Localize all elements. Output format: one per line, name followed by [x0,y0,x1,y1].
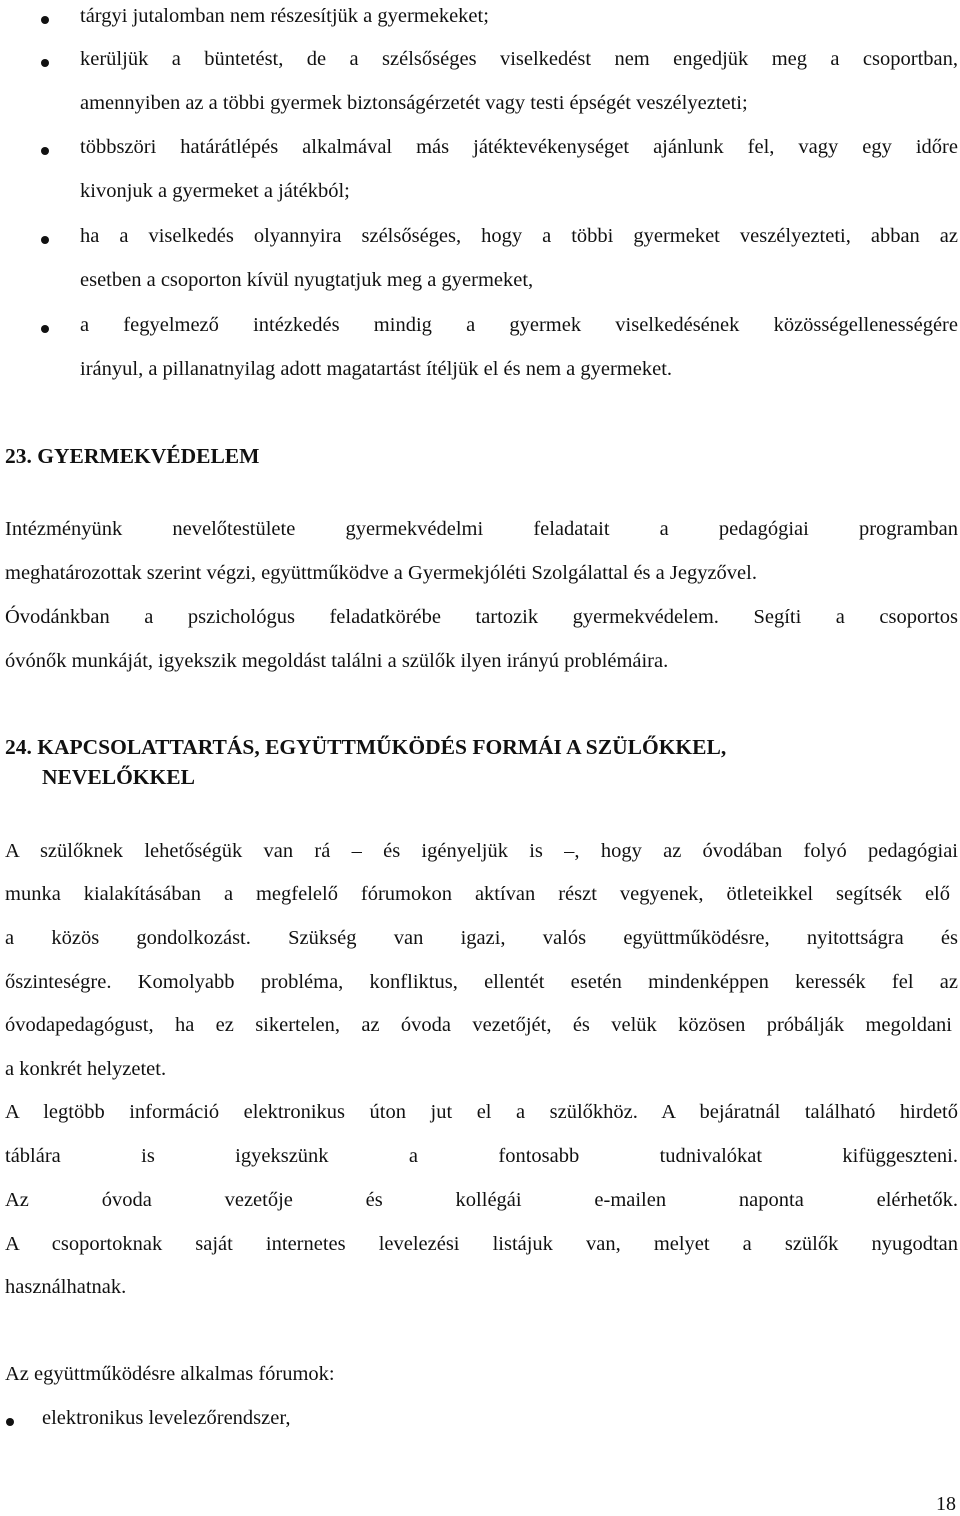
bullet-icon [41,16,49,24]
bullet-line: tárgyi jutalomban nem részesítjük a gyermekeket; [80,5,489,27]
paragraph-line: meghatározottak szerint végzi, együttműködve a Gyermekjóléti Szolgálattal és a Jegyzővel. [5,562,757,584]
paragraph-line: a közös gondolkozást. Szükség van igazi, valós együttműködésre, nyitottságra és [5,927,958,949]
bullet-line: esetben a csoporton kívül nyugtatjuk meg a gyermeket, [80,269,534,291]
paragraph-line: használhatnak. [5,1276,127,1298]
paragraph-line: munka kialakításában a megfelelő fórumokon aktívan részt vegyenek, ötleteikkel segítsék elő [5,883,950,905]
section-heading-continued: NEVELŐKKEL [42,765,195,789]
forum-list-item: elektronikus levelezőrendszer, [42,1407,291,1429]
bullet-line: amennyiben az a többi gyermek biztonságérzetét vagy testi épségét veszélyezteti; [80,92,748,114]
bullet-icon [6,1418,14,1426]
bullet-line: irányul, a pillanatnyilag adott magatartást ítéljük el és nem a gyermeket. [80,358,673,380]
page-number: 18 [936,1493,956,1515]
bullet-icon [41,325,49,333]
forums-intro: Az együttműködésre alkalmas fórumok: [5,1363,335,1385]
paragraph-line: A csoportoknak saját internetes levelezési listájuk van, melyet a szülők nyugodtan [5,1233,958,1255]
bullet-icon [41,236,49,244]
bullet-line: többszöri határátlépés alkalmával más játéktevékenységet ajánlunk fel, vagy egy időre [80,136,958,158]
bullet-line: a fegyelmező intézkedés mindig a gyermek viselkedésének közösségellenességére [80,314,958,336]
paragraph-line: Óvodánkban a pszichológus feladatkörébe tartozik gyermekvédelem. Segíti a csoportos [5,606,958,628]
bullet-icon [41,147,49,155]
paragraph-line: a konkrét helyzetet. [5,1058,167,1080]
bullet-icon [41,59,49,67]
bullet-line: ha a viselkedés olyannyira szélsőséges, hogy a többi gyermeket veszélyezteti, abban az [80,225,958,247]
paragraph-line: Az óvoda vezetője és kollégái e-mailen naponta elérhetők. [5,1189,958,1211]
paragraph-line: A legtöbb információ elektronikus úton jut el a szülőkhöz. A bejáratnál található hirdető [5,1101,958,1123]
paragraph-line: óvodapedagógust, ha ez sikertelen, az óvoda vezetőjét, és velük közösen próbálják megoldani [5,1014,952,1036]
paragraph-line: táblára is igyekszünk a fontosabb tudnivalókat kifüggeszteni. [5,1145,958,1167]
paragraph-line: Intézményünk nevelőtestülete gyermekvédelmi feladatait a pedagógiai programban [5,518,958,540]
bullet-line: kerüljük a büntetést, de a szélsőséges viselkedést nem engedjük meg a csoportban, [80,48,958,70]
paragraph-line: A szülőknek lehetőségük van rá – és igényeljük is –, hogy az óvodában folyó pedagógiai [5,840,958,862]
paragraph-line: őszinteségre. Komolyabb probléma, konfliktus, ellentét esetén mindenképpen keressék fel az [5,971,958,993]
section-heading: 23. GYERMEKVÉDELEM [5,444,260,468]
section-heading: 24. KAPCSOLATTARTÁS, EGYÜTTMŰKÖDÉS FORMÁI A SZÜLŐKKEL, [5,735,727,759]
bullet-line: kivonjuk a gyermeket a játékból; [80,180,350,202]
paragraph-line: óvónők munkáját, igyekszik megoldást találni a szülők ilyen irányú problémáira. [5,650,669,672]
